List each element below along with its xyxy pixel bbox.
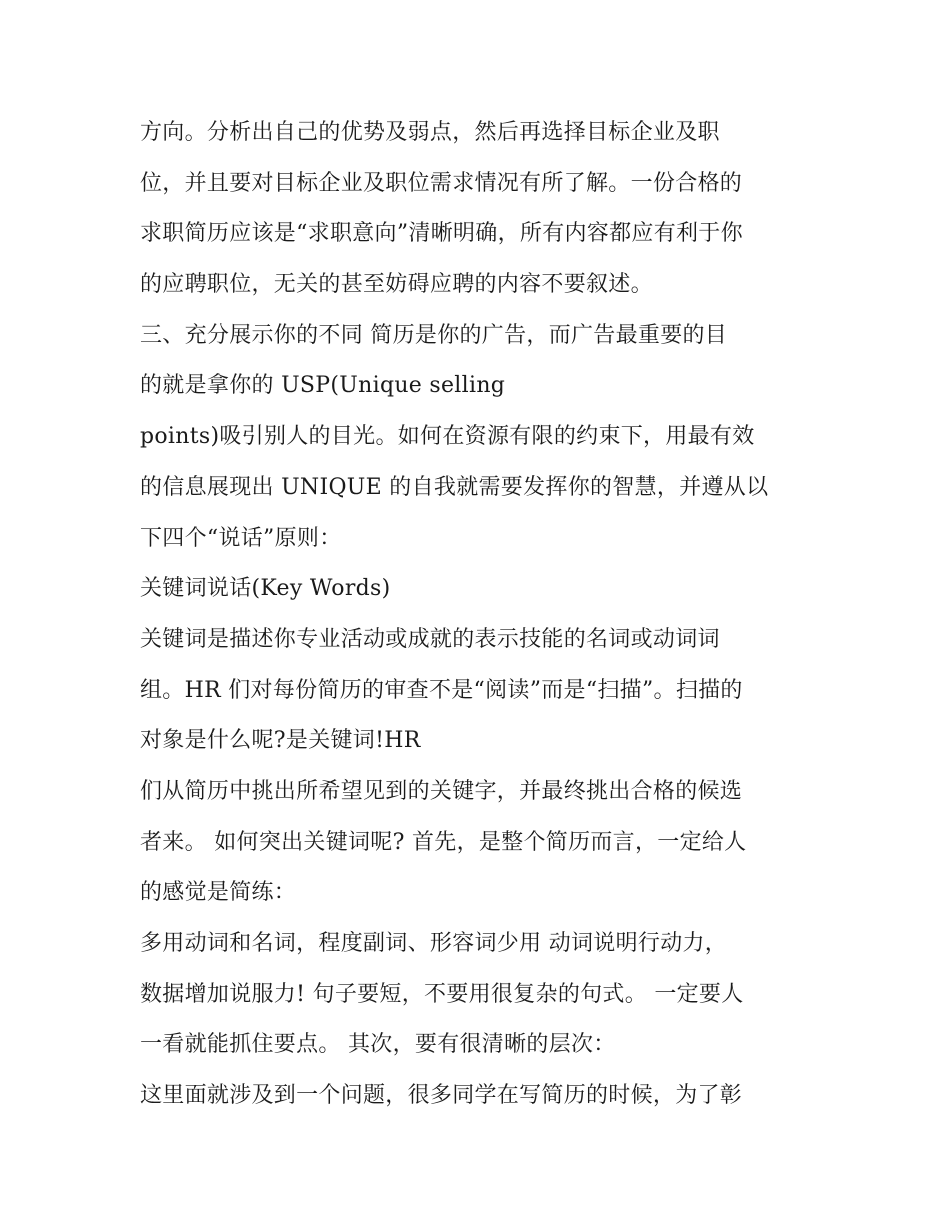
document-body-text <box>140 108 820 1122</box>
text-line: 这里面就涉及到一个问题，很多同学在写简历的时候，为了彰 <box>140 1083 743 1109</box>
text-line: 组。HR 们对每份简历的审查不是“阅读”而是“扫描”。扫描的 <box>140 677 743 703</box>
section-heading-line: 三、充分展示你的不同 简历是你的广告，而广告最重要的目 <box>140 322 728 348</box>
text-line: 的就是拿你的 USP(Unique selling <box>140 373 506 399</box>
text-line: 求职简历应该是“求职意向”清晰明确，所有内容都应有利于你 <box>140 221 743 247</box>
text-line: 位，并且要对目标企业及职位需求情况有所了解。一份合格的 <box>140 170 743 196</box>
text-line: 多用动词和名词，程度副词、形容词少用 动词说明行动力， <box>140 931 728 956</box>
text-line: 者来。 如何突出关键词呢? 首先，是整个简历而言，一定给人 <box>140 829 747 855</box>
text-line: 下四个“说话”原则： <box>140 525 342 551</box>
text-line: 们从简历中挑出所希望见到的关键字，并最终挑出合格的候选 <box>140 778 743 804</box>
text-line: 关键词是描述你专业活动或成就的表示技能的名词或动词词 <box>140 626 720 652</box>
text-line: 数据增加说服力! 句子要短，不要用很复杂的句式。 一定要人 <box>140 981 744 1007</box>
text-line: 对象是什么呢?是关键词!HR <box>140 728 421 754</box>
text-line: points)吸引别人的目光。如何在资源有限的约束下，用最有效 <box>140 424 755 450</box>
text-line: 一看就能抓住要点。 其次，要有很清晰的层次： <box>140 1032 616 1058</box>
text-line: 的信息展现出 UNIQUE 的自我就需要发挥你的智慧，并遵从以 <box>140 474 769 500</box>
text-line: 的感觉是简练： <box>140 880 297 906</box>
subheading-key-words: 关键词说话(Key Words) <box>140 576 391 602</box>
text-line: 的应聘职位，无关的甚至妨碍应聘的内容不要叙述。 <box>140 272 653 298</box>
text-line: 方向。分析出自己的优势及弱点，然后再选择目标企业及职 <box>140 120 720 145</box>
